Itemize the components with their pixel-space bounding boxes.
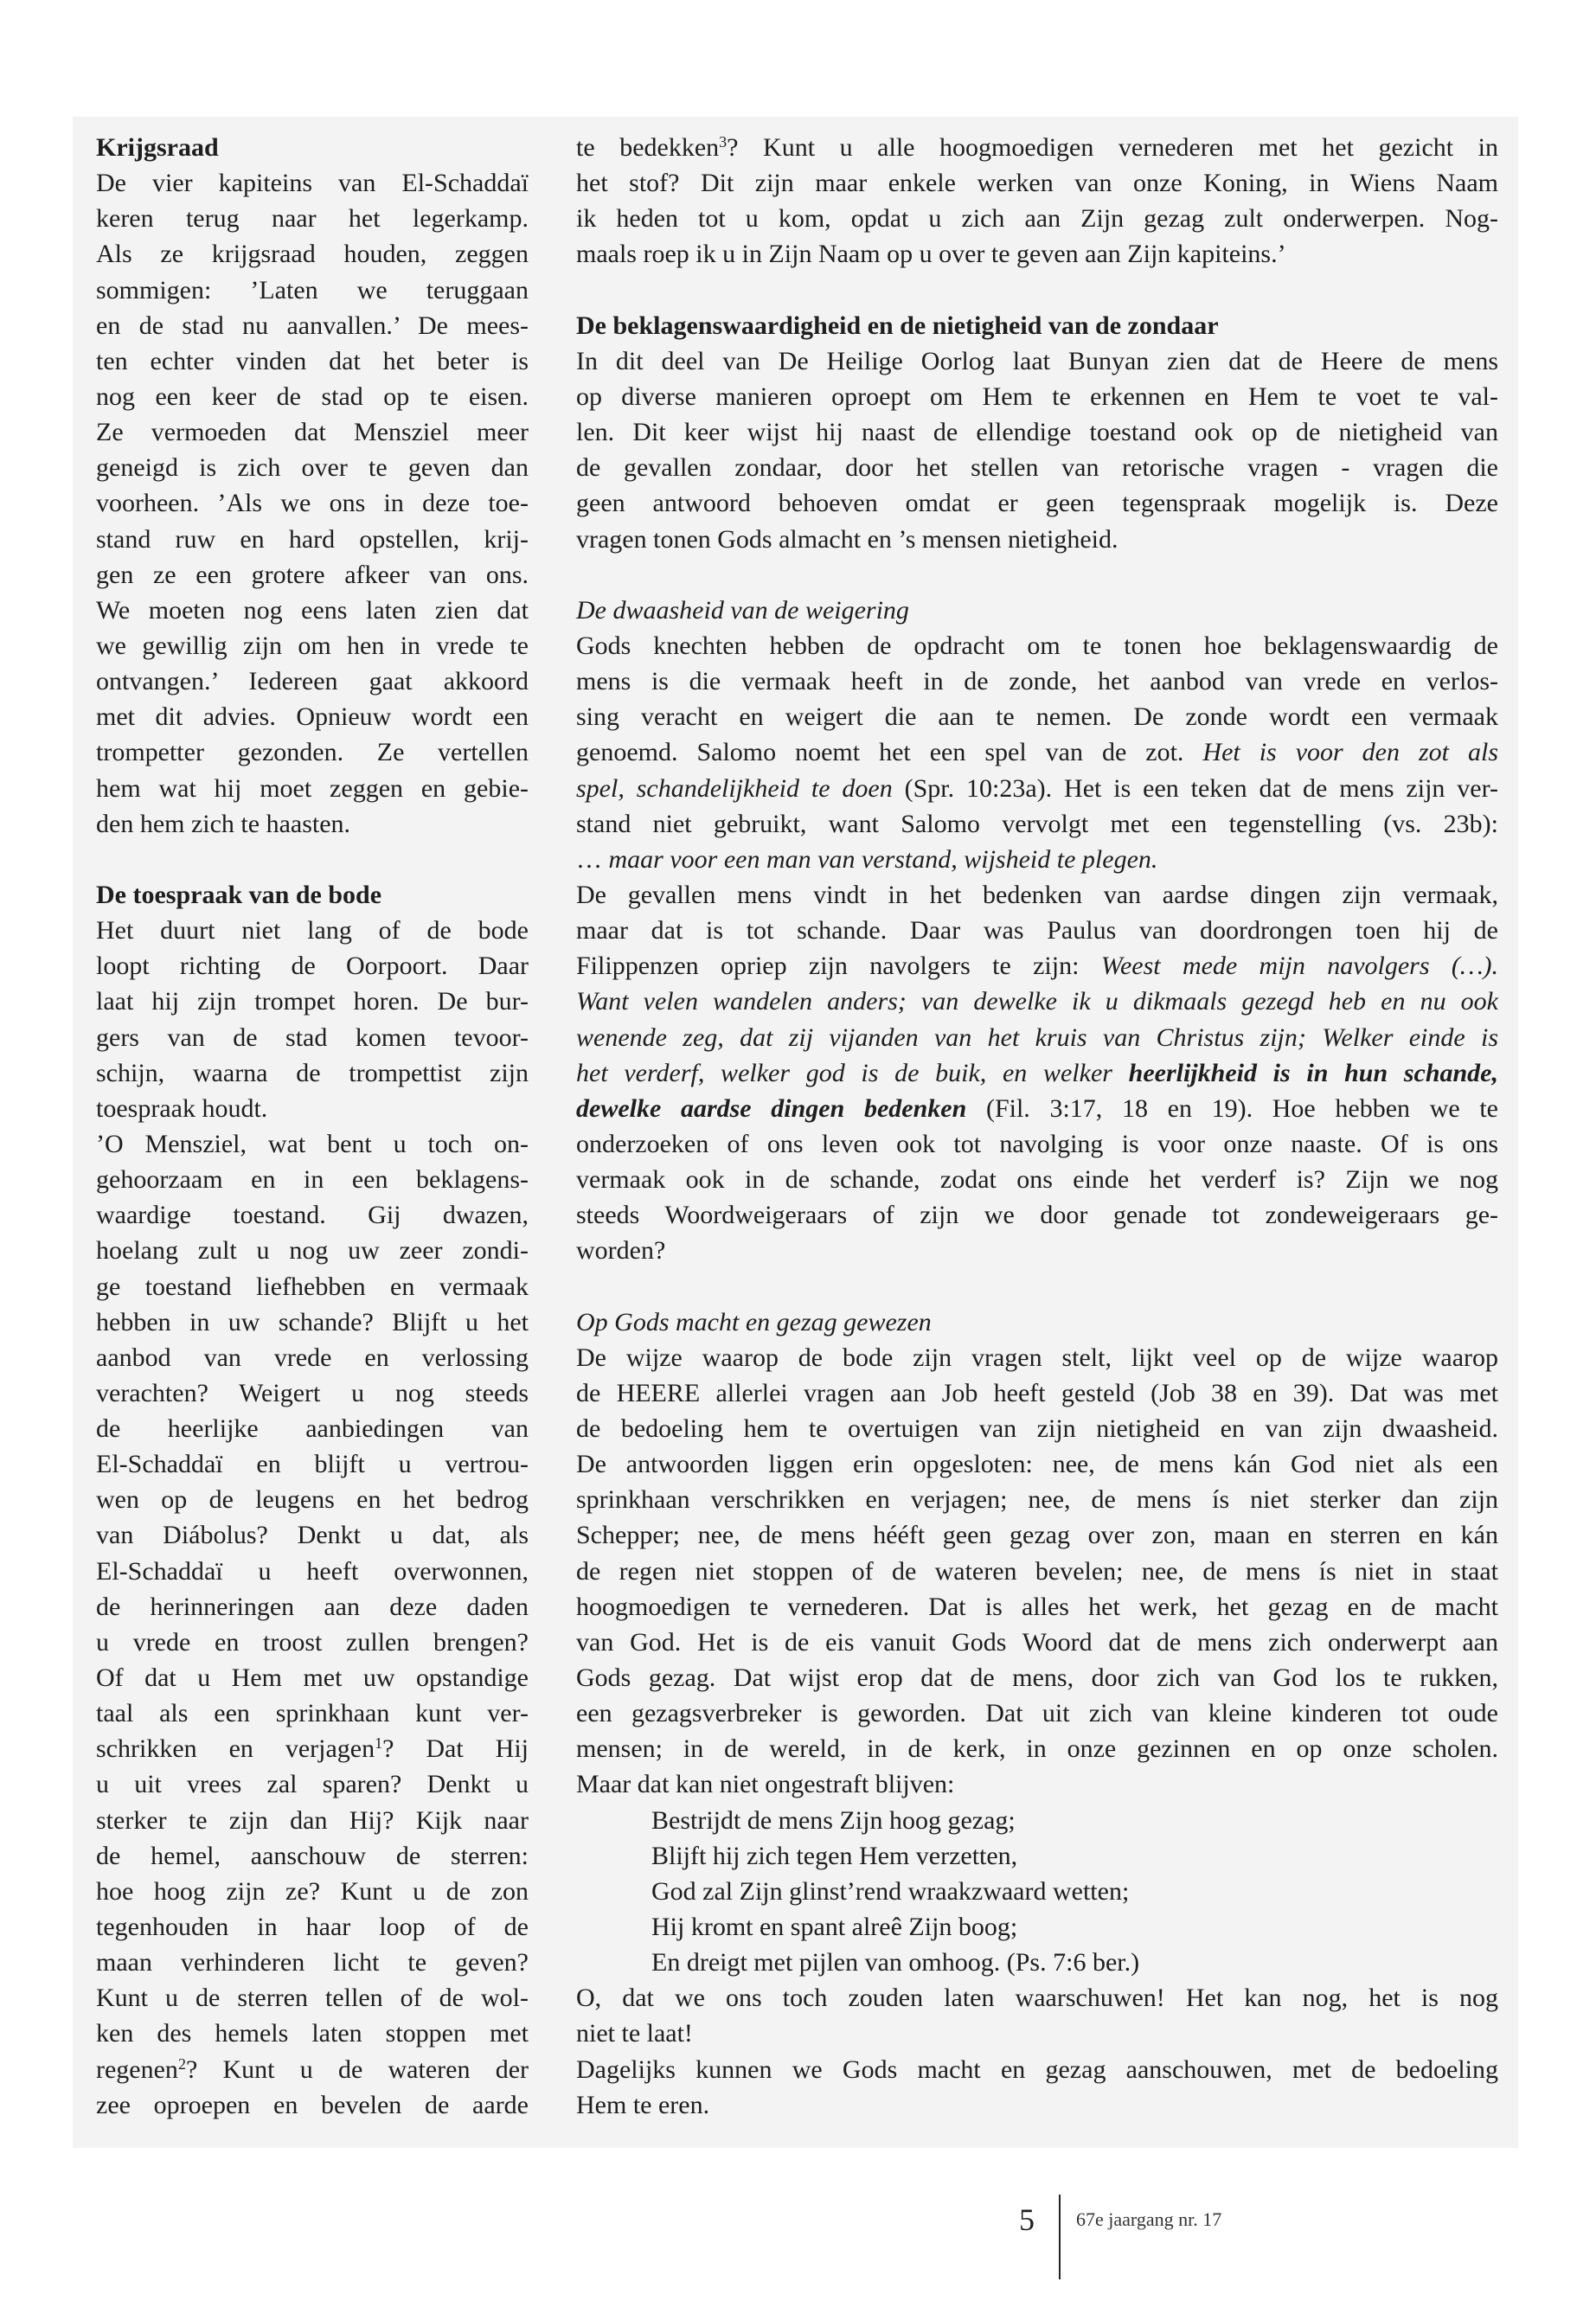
text-line: [576, 984, 1498, 1019]
issue-info: 67e jaargang nr. 17: [1076, 2208, 1222, 2230]
text-segment: zee oproepen en bevelen de aarde: [96, 2090, 529, 2119]
text-segment: we gewillig zijn om hen in vrede te: [96, 631, 529, 660]
italic-text: maar voor een man van verstand, wijsheid te plegen.: [608, 844, 1158, 874]
text-segment: vermaak ook in de schande, zodat ons einde het verderf is? Zijn we nog: [576, 1165, 1498, 1195]
text-line: [576, 1411, 1498, 1446]
text-segment: op diverse manieren oproept om Hem te erkennen en Hem te voet te val-: [576, 381, 1498, 411]
text-segment: El-Schaddaï en blijft u vertrou-: [96, 1450, 529, 1479]
text-line: [576, 379, 1498, 414]
text-segment: laat hij zijn trompet horen. De bur-: [96, 987, 529, 1016]
text-line: [96, 1589, 529, 1625]
text-segment: Dagelijks kunnen we Gods macht en gezag aanschouwen, met de bedoeling: [576, 2054, 1498, 2084]
poem-line: [576, 1803, 1498, 1838]
italic-text: Weest mede mijn navolgers (…).: [1100, 952, 1498, 981]
text-segment: voorheen. ’Als we ons in deze toe-: [96, 489, 529, 518]
text-segment: toespraak houdt.: [96, 1093, 268, 1123]
text-segment: De gevallen mens vindt in het bedenken van aardse dingen zijn vermaak,: [576, 880, 1498, 909]
text-line: [576, 165, 1498, 201]
text-line: [576, 522, 1498, 557]
text-line: [576, 2087, 1498, 2123]
text-segment: Maar dat kan niet ongestraft blijven:: [576, 1770, 955, 1799]
text-segment: met dit advies. Opnieuw wordt een: [96, 702, 529, 732]
text-line: [96, 1020, 529, 1055]
text-line: [576, 1731, 1498, 1766]
poem-line: [576, 1838, 1498, 1874]
text-line: [576, 877, 1498, 913]
text-line: [576, 1554, 1498, 1589]
text-line: [576, 485, 1498, 521]
text-line: [576, 1375, 1498, 1411]
blank-line: [96, 842, 529, 877]
blank-line: [576, 272, 1498, 308]
text-line: [576, 1233, 1498, 1268]
text-segment: waardige toestand. Gij dwazen,: [96, 1201, 529, 1230]
text-line: [576, 2052, 1498, 2087]
text-segment: de hemel, aanschouw de sterren:: [96, 1841, 529, 1870]
text-segment: sprinkhaan verschrikken en verjagen; nee, de mens ís niet sterker dan zijn: [576, 1485, 1498, 1515]
poem-line: [576, 1874, 1498, 1909]
text-segment: ? Kunt u alle hoogmoedigen vernederen met het gezicht in: [727, 133, 1498, 162]
text-segment: maan verhinderen licht te geven?: [96, 1948, 529, 1977]
text-segment: (Spr. 10:23a). Het is een teken dat de mens zijn ver-: [892, 773, 1499, 803]
italic-text: Want velen wandelen anders; van dewelke ik u dikmaals gezegd heb en nu ook: [576, 987, 1498, 1016]
text-line: [96, 1375, 529, 1411]
text-segment: te bedekken: [576, 133, 720, 162]
footer-divider: [1059, 2195, 1061, 2279]
text-line: [576, 1517, 1498, 1553]
text-segment: En dreigt met pijlen van omhoog. (Ps. 7:6 ber.): [651, 1948, 1140, 1977]
text-line: [576, 1055, 1498, 1091]
text-line: [96, 272, 529, 308]
text-segment: Het duurt niet lang of de bode: [96, 916, 529, 945]
text-line: [576, 1589, 1498, 1625]
text-line: [96, 1162, 529, 1197]
text-line: [96, 1340, 529, 1375]
left-column: [96, 130, 529, 2123]
text-line: [96, 414, 529, 450]
text-segment: ten echter vinden dat het beter is: [96, 346, 529, 375]
text-segment: u uit vrees zal sparen? Denkt u: [96, 1770, 529, 1799]
text-segment: mens is die vermaak heeft in de zonde, het aanbod van vrede en verlos-: [576, 667, 1498, 696]
text-segment: sing veracht en weigert die aan te nemen. De zonde wordt een vermaak: [576, 702, 1498, 732]
text-segment: hebben in uw schande? Blijft u het: [96, 1307, 529, 1336]
text-line: [96, 557, 529, 593]
text-segment: stand ruw en hard opstellen, krij-: [96, 524, 529, 554]
text-segment: ge toestand liefhebben en vermaak: [96, 1272, 529, 1301]
text-line: [96, 1803, 529, 1838]
text-line: [96, 1446, 529, 1482]
text-segment: regenen: [96, 2054, 178, 2084]
text-line: [96, 2016, 529, 2051]
blank-line: [576, 1269, 1498, 1304]
text-line: [576, 806, 1498, 842]
text-line: [96, 1482, 529, 1517]
text-line: [96, 522, 529, 557]
text-segment: De wijze waarop de bode zijn vragen stelt, lijkt veel op de wijze waarop: [576, 1343, 1498, 1372]
text-line: [96, 1197, 529, 1233]
text-segment: een gezagsverbreker is geworden. Dat uit zich van kleine kinderen tot oude: [576, 1699, 1498, 1728]
text-segment: niet te laat!: [576, 2019, 693, 2048]
text-segment: Gods gezag. Dat wijst erop dat de mens, door zich van God los te rukken,: [576, 1663, 1498, 1693]
text-line: [576, 1446, 1498, 1482]
text-segment: hoe hoog zijn ze? Kunt u de zon: [96, 1876, 529, 1906]
text-line: [96, 663, 529, 699]
text-segment: keren terug naar het legerkamp.: [96, 204, 529, 234]
text-line: [96, 699, 529, 734]
text-segment: O, dat we ons toch zouden laten waarschuwen! Het kan nog, het is nog: [576, 1984, 1498, 2013]
text-segment: Krijgsraad: [96, 133, 219, 162]
text-line: [576, 842, 1498, 877]
text-line: [576, 236, 1498, 272]
text-segment: de heerlijke aanbiedingen van: [96, 1414, 529, 1444]
text-segment: …: [576, 844, 609, 874]
text-segment: nog een keer de stad op te eisen.: [96, 381, 529, 411]
text-line: [576, 1695, 1498, 1731]
text-segment: ken des hemels laten stoppen met: [96, 2019, 529, 2048]
text-line: [576, 1162, 1498, 1197]
text-segment: het stof? Dit zijn maar enkele werken van onze Koning, in Wiens Naam: [576, 169, 1498, 198]
text-line: [96, 984, 529, 1019]
bold-italic-quote: dewelke aardse dingen bedenken: [576, 1093, 967, 1123]
text-segment: gers van de stad komen tevoor-: [96, 1022, 529, 1052]
text-line: [576, 1766, 1498, 1802]
text-line: [96, 450, 529, 485]
text-line: [96, 1411, 529, 1446]
text-segment: Schepper; nee, de mens hééft geen gezag over zon, maan en sterren en kán: [576, 1521, 1498, 1550]
text-line: [576, 628, 1498, 663]
text-line: [96, 806, 529, 842]
poem-line: [576, 1945, 1498, 1980]
text-segment: ? Kunt u de wateren der: [185, 2054, 529, 2084]
text-segment: de bedoeling hem te overtuigen van zijn nietigheid en van zijn dwaasheid.: [576, 1414, 1498, 1444]
text-segment: gen ze een grotere afkeer van ons.: [96, 560, 529, 589]
text-line: [576, 1625, 1498, 1660]
text-line: [96, 1980, 529, 2016]
text-segment: (Fil. 3:17, 18 en 19). Hoe hebben we te: [966, 1093, 1499, 1123]
text-segment: tegenhouden in haar loop of de: [96, 1913, 529, 1942]
italic-text: De dwaasheid van de weigering: [576, 595, 909, 625]
italic-text: het verderf, welker god is de buik, en welker: [576, 1058, 1129, 1087]
text-segment: u vrede en troost zullen brengen?: [96, 1627, 529, 1657]
text-segment: Hem te eren.: [576, 2090, 710, 2119]
text-segment: geen antwoord behoeven omdat er geen tegenspraak mogelijk is. Deze: [576, 489, 1498, 518]
text-line: [576, 771, 1498, 806]
text-segment: De vier kapiteins van El-Schaddaï: [96, 169, 529, 198]
text-line: [96, 1091, 529, 1126]
text-line: [96, 1838, 529, 1874]
text-line: [96, 1554, 529, 1589]
text-line: [96, 201, 529, 236]
text-segment: van God. Het is de eis vanuit Gods Woord dat de mens zich onderwerpt aan: [576, 1627, 1498, 1657]
text-segment: stand niet gebruikt, want Salomo vervolgt met een tegenstelling (vs. 23b):: [576, 809, 1498, 838]
text-line: [96, 2087, 529, 2123]
footnote-marker: 2: [177, 2054, 186, 2073]
text-segment: loopt richting de Oorpoort. Daar: [96, 952, 529, 981]
italic-text: Het is voor den zot als: [1202, 738, 1498, 767]
text-line: [576, 2016, 1498, 2051]
text-segment: hoogmoedigen te vernederen. Dat is alles het werk, het gezag en de macht: [576, 1592, 1498, 1621]
text-segment: mensen; in de wereld, in de kerk, in onze gezinnen en op onze scholen.: [576, 1734, 1498, 1764]
text-segment: en de stad nu aanvallen.’ De mees-: [96, 311, 529, 340]
text-segment: worden?: [576, 1236, 666, 1266]
text-segment: verachten? Weigert u nog steeds: [96, 1378, 529, 1407]
text-line: [96, 165, 529, 201]
text-line: [576, 1304, 1498, 1340]
text-line: [96, 1055, 529, 1091]
text-line: [96, 628, 529, 663]
text-segment: aanbod van vrede en verlossing: [96, 1343, 529, 1372]
text-segment: ? Dat Hij: [382, 1734, 529, 1764]
text-segment: trompetter gezonden. Ze vertellen: [96, 738, 529, 767]
text-segment: Ze vermoeden dat Mensziel meer: [96, 418, 529, 447]
footnote-marker: 1: [375, 1734, 383, 1753]
text-line: [96, 1909, 529, 1945]
text-segment: We moeten nog eens laten zien dat: [96, 595, 529, 625]
text-line: [96, 593, 529, 628]
text-segment: Gods knechten hebben de opdracht om te tonen hoe beklagenswaardig de: [576, 631, 1498, 660]
text-segment: hoelang zult u nog uw zeer zondi-: [96, 1236, 529, 1266]
text-line: [96, 1269, 529, 1304]
text-line: [576, 130, 1498, 165]
text-line: [96, 1126, 529, 1162]
text-segment: van Diábolus? Denkt u dat, als: [96, 1521, 529, 1550]
text-segment: El-Schaddaï u heeft overwonnen,: [96, 1556, 529, 1586]
text-segment: De antwoorden liggen erin opgesloten: nee, de mens kán God niet als een: [576, 1450, 1498, 1479]
text-segment: maar dat is tot schande. Daar was Paulus van doordrongen toen hij de: [576, 916, 1498, 945]
section-heading: [96, 130, 529, 165]
text-segment: schijn, waarna de trompettist zijn: [96, 1058, 529, 1087]
blank-line: [576, 557, 1498, 593]
text-line: [576, 663, 1498, 699]
text-line: [96, 1731, 529, 1766]
text-line: [96, 1874, 529, 1909]
right-column: [576, 130, 1498, 2123]
text-line: [576, 948, 1498, 984]
text-segment: sommigen: ’Laten we teruggaan: [96, 275, 529, 304]
text-segment: vragen tonen Gods almacht en ’s mensen nietigheid.: [576, 524, 1118, 554]
text-segment: De toespraak van de bode: [96, 880, 382, 909]
text-segment: Hij kromt en spant alreê Zijn boog;: [651, 1913, 1018, 1942]
text-segment: ik heden tot u kom, opdat u zich aan Zijn gezag zult onderwerpen. Nog-: [576, 204, 1498, 234]
text-line: [576, 1660, 1498, 1695]
text-segment: gehoorzaam en in een beklagens-: [96, 1165, 529, 1195]
text-line: [576, 1340, 1498, 1375]
text-line: [576, 201, 1498, 236]
text-segment: Als ze krijgsraad houden, zeggen: [96, 240, 529, 269]
text-segment: de regen niet stoppen of de wateren bevelen; nee, de mens ís niet in staat: [576, 1556, 1498, 1586]
text-segment: maals roep ik u in Zijn Naam op u over te geven aan Zijn kapiteins.’: [576, 240, 1286, 269]
text-segment: de HEERE allerlei vragen aan Job heeft gesteld (Job 38 en 39). Dat was met: [576, 1378, 1498, 1407]
poem-line: [576, 1909, 1498, 1945]
text-segment: Blijft hij zich tegen Hem verzetten,: [651, 1841, 1018, 1870]
text-segment: Kunt u de sterren tellen of de wol-: [96, 1984, 529, 2013]
text-segment: Bestrijdt de mens Zijn hoog gezag;: [651, 1805, 1016, 1835]
text-line: [576, 1482, 1498, 1517]
text-line: [576, 1091, 1498, 1126]
text-segment: sterker te zijn dan Hij? Kijk naar: [96, 1805, 529, 1835]
text-line: [96, 1304, 529, 1340]
text-segment: steeds Woordweigeraars of zijn we door genade tot zondeweigeraars ge-: [576, 1201, 1498, 1230]
text-line: [576, 1980, 1498, 2016]
text-line: [576, 1020, 1498, 1055]
text-line: [96, 948, 529, 984]
text-segment: ’O Mensziel, wat bent u toch on-: [96, 1129, 529, 1158]
text-line: [576, 343, 1498, 379]
text-segment: ontvangen.’ Iedereen gaat akkoord: [96, 667, 529, 696]
section-heading: [96, 877, 529, 913]
text-line: [96, 1766, 529, 1802]
text-line: [96, 343, 529, 379]
text-segment: de herinneringen aan deze daden: [96, 1592, 529, 1621]
text-line: [96, 485, 529, 521]
italic-text: spel, schandelijkheid te doen: [576, 773, 893, 803]
text-line: [96, 1945, 529, 1980]
bold-italic-quote: heerlijkheid is in hun schande,: [1128, 1058, 1499, 1087]
text-line: [96, 1625, 529, 1660]
text-line: [576, 913, 1498, 948]
text-segment: Of dat u Hem met uw opstandige: [96, 1663, 529, 1693]
text-line: [576, 593, 1498, 628]
text-segment: den hem zich te haasten.: [96, 809, 351, 838]
text-segment: len. Dit keer wijst hij naast de ellendige toestand ook op de nietigheid van: [576, 418, 1498, 447]
text-line: [96, 771, 529, 806]
italic-text: wenende zeg, dat zij vijanden van het kruis van Christus zijn; Welker einde is: [576, 1022, 1498, 1052]
text-segment: schrikken en verjagen: [96, 1734, 375, 1764]
text-segment: Filippenzen opriep zijn navolgers te zijn:: [576, 952, 1101, 981]
text-line: [96, 913, 529, 948]
section-heading: [576, 308, 1498, 343]
page-number: 5: [1019, 2202, 1035, 2237]
text-line: [96, 734, 529, 770]
text-line: [576, 450, 1498, 485]
text-line: [96, 1695, 529, 1731]
text-segment: de gevallen zondaar, door het stellen van retorische vragen - vragen die: [576, 453, 1498, 483]
text-line: [576, 1126, 1498, 1162]
text-line: [576, 734, 1498, 770]
footnote-marker: 3: [719, 133, 727, 151]
text-segment: geneigd is zich over te geven dan: [96, 453, 529, 483]
italic-text: Op Gods macht en gezag gewezen: [576, 1307, 932, 1336]
text-segment: taal als een sprinkhaan kunt ver-: [96, 1699, 529, 1728]
text-segment: hem wat hij moet zeggen en gebie-: [96, 773, 529, 803]
text-segment: genoemd. Salomo noemt het een spel van de zot.: [576, 738, 1203, 767]
text-line: [96, 1660, 529, 1695]
text-line: [576, 1197, 1498, 1233]
text-line: [576, 414, 1498, 450]
text-segment: wen op de leugens en het bedrog: [96, 1485, 529, 1515]
text-line: [96, 308, 529, 343]
text-segment: God zal Zijn glinst’rend wraakzwaard wetten;: [651, 1876, 1130, 1906]
text-line: [96, 1517, 529, 1553]
text-line: [96, 379, 529, 414]
text-line: [96, 2052, 529, 2087]
text-line: [96, 236, 529, 272]
text-line: [96, 1233, 529, 1268]
text-segment: onderzoeken of ons leven ook tot navolging is voor onze naaste. Of is ons: [576, 1129, 1498, 1158]
text-segment: In dit deel van De Heilige Oorlog laat Bunyan zien dat de Heere de mens: [576, 346, 1498, 375]
text-line: [576, 699, 1498, 734]
text-segment: De beklagenswaardigheid en de nietigheid van de zondaar: [576, 311, 1219, 340]
